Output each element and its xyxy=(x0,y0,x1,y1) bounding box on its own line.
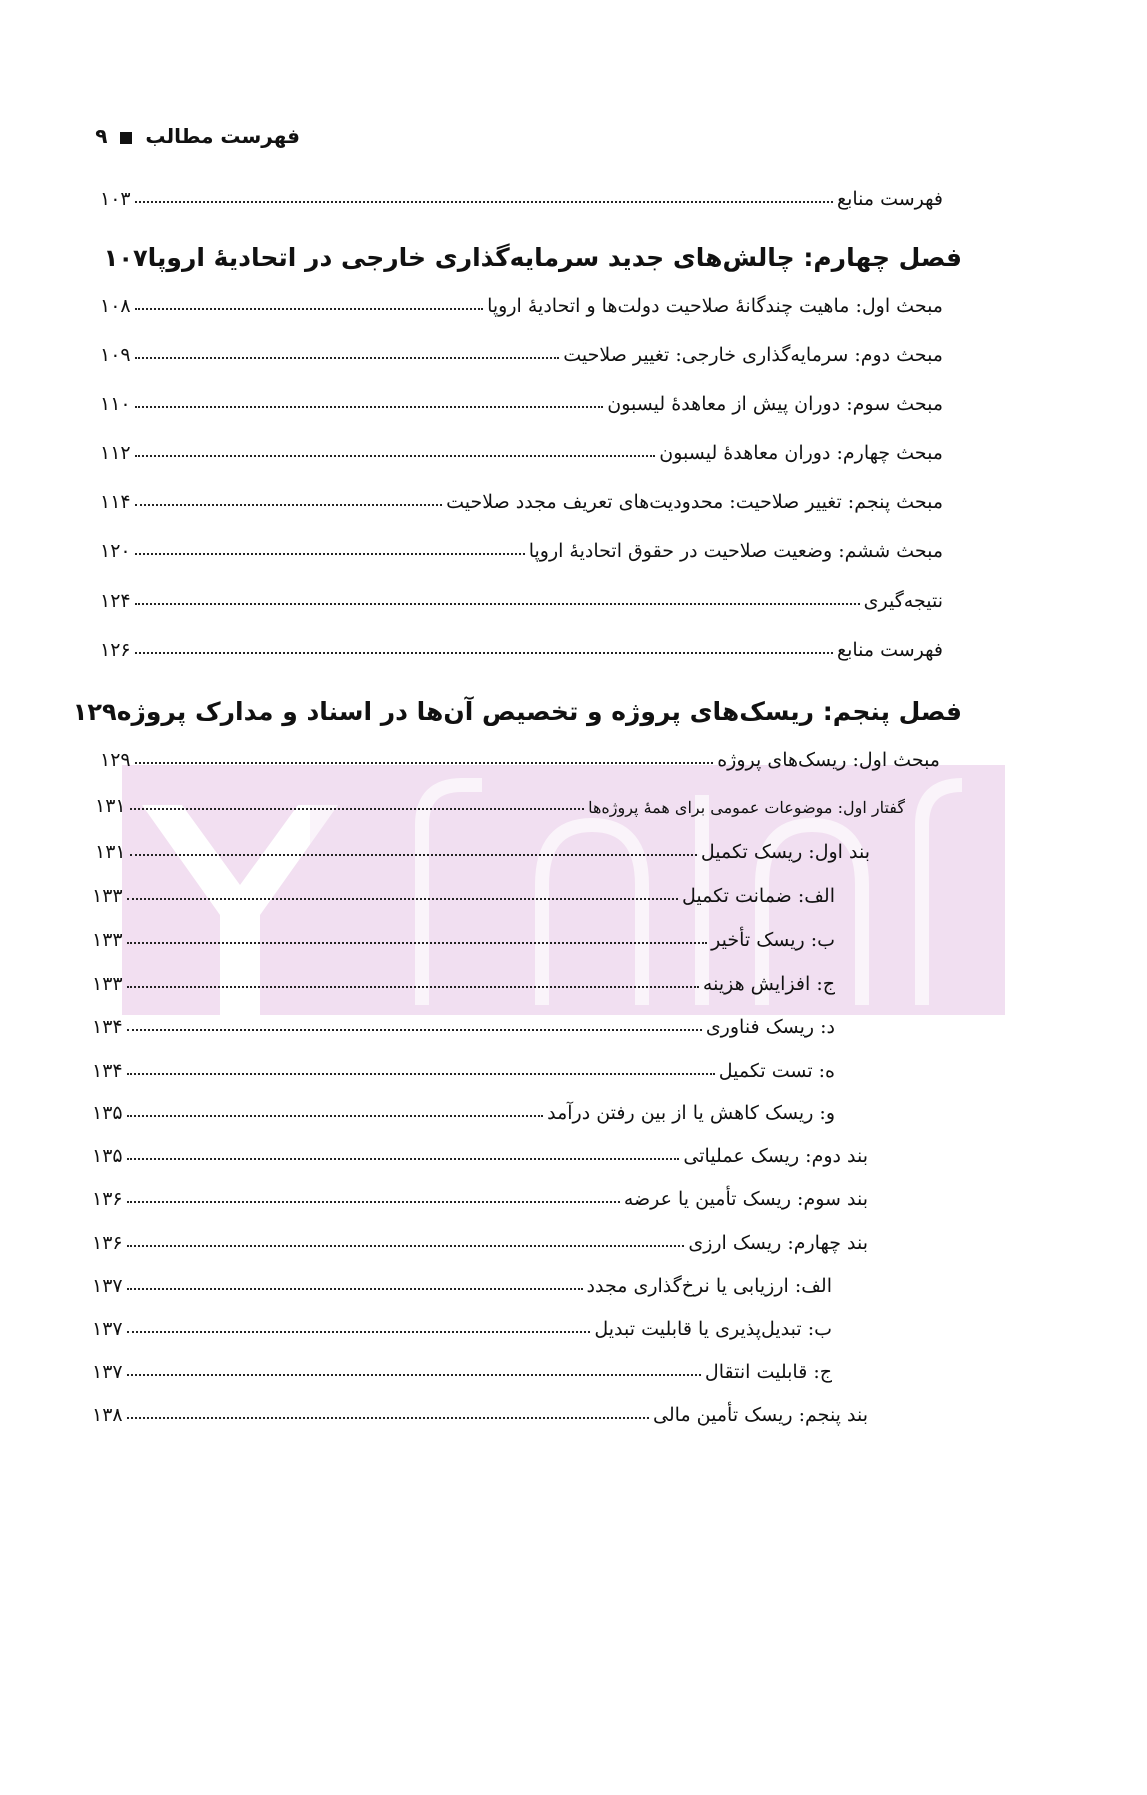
dot-leader xyxy=(127,898,678,900)
chapter-heading[interactable] xyxy=(72,686,962,726)
dot-leader xyxy=(127,986,699,988)
page-number: ۱۳۵ xyxy=(92,1145,123,1167)
toc-entry[interactable] xyxy=(100,578,943,612)
page-number: ۱۱۴ xyxy=(100,491,131,513)
page-number: ۱۲۹ xyxy=(72,698,117,726)
entry-title: الف: ارزیابی یا نرخ‌گذاری مجدد xyxy=(586,1275,832,1297)
entry-title: گفتار اول: موضوعات عمومی برای همهٔ پروژه‌ها xyxy=(588,798,905,817)
toc-entry[interactable] xyxy=(92,1263,832,1297)
entry-title: د: ریسک فناوری xyxy=(705,1016,835,1038)
entry-title: مبحث پنجم: تغییر صلاحیت: محدودیت‌های تعریف مجدد صلاحیت xyxy=(446,491,943,513)
dot-leader xyxy=(127,1029,702,1031)
dot-leader xyxy=(130,808,584,810)
page-number: ۱۰۹ xyxy=(100,344,131,366)
page-number: ۱۳۶ xyxy=(92,1188,123,1210)
toc-entry[interactable] xyxy=(100,283,943,317)
dot-leader xyxy=(127,1201,620,1203)
toc-entry[interactable] xyxy=(92,1090,835,1124)
entry-title: و: ریسک کاهش یا از بین رفتن درآمد xyxy=(547,1102,835,1124)
page-number: ۱۲۰ xyxy=(100,540,131,562)
entry-title: مبحث سوم: دوران پیش از معاهدهٔ لیسبون xyxy=(607,393,943,415)
page-number: ۱۲۴ xyxy=(100,590,131,612)
entry-title: بند سوم: ریسک تأمین یا عرضه xyxy=(623,1188,868,1210)
entry-title: بند پنجم: ریسک تأمین مالی xyxy=(653,1404,868,1426)
entry-title: ب: تبدیل‌پذیری یا قابلیت تبدیل xyxy=(594,1318,832,1340)
entry-title: ه: تست تکمیل xyxy=(718,1060,835,1082)
page-number: ۱۳۴ xyxy=(92,1060,123,1082)
toc-entry[interactable] xyxy=(100,176,943,210)
page-number: ۱۱۲ xyxy=(100,442,131,464)
dot-leader xyxy=(135,201,833,203)
dot-leader xyxy=(127,1374,701,1376)
toc-entry[interactable] xyxy=(92,1176,868,1210)
toc-entry[interactable] xyxy=(92,1392,868,1426)
dot-leader xyxy=(127,1245,685,1247)
entry-title: مبحث دوم: سرمایه‌گذاری خارجی: تغییر صلاحیت xyxy=(563,344,943,366)
entry-title: ج: افزایش هزینه xyxy=(702,973,835,995)
toc-entry[interactable] xyxy=(92,873,835,907)
dot-leader xyxy=(127,1331,591,1333)
dot-leader xyxy=(127,1073,715,1075)
chapter-heading[interactable] xyxy=(100,232,962,272)
page-number: ۱۳۶ xyxy=(92,1232,123,1254)
dot-leader xyxy=(135,603,860,605)
dot-leader xyxy=(135,652,833,654)
entry-title: الف: ضمانت تکمیل xyxy=(682,885,835,907)
page-number: ۱۱۰ xyxy=(100,393,131,415)
toc-entry[interactable] xyxy=(100,430,943,464)
header-page-number: ۹ xyxy=(95,124,108,148)
entry-title: بند اول: ریسک تکمیل xyxy=(700,841,870,863)
page-number: ۱۰۳ xyxy=(100,188,131,210)
dot-leader xyxy=(135,762,714,764)
page-number: ۱۰۷ xyxy=(103,244,148,272)
entry-title: ج: قابلیت انتقال xyxy=(704,1361,832,1383)
dot-leader xyxy=(135,504,442,506)
entry-title: نتیجه‌گیری xyxy=(863,590,943,612)
toc-entry[interactable] xyxy=(100,332,943,366)
header-title: فهرست مطالب xyxy=(145,124,300,148)
toc-entry[interactable] xyxy=(92,1004,835,1038)
chapter-title: فصل پنجم: ریسک‌های پروژه و تخصیص آن‌ها در اسناد و مدارک پروژه xyxy=(116,697,962,726)
entry-title: فهرست منابع xyxy=(836,639,943,661)
entry-title: مبحث اول: ریسک‌های پروژه xyxy=(717,749,940,771)
toc-entry[interactable] xyxy=(92,1306,832,1340)
page-number: ۱۳۵ xyxy=(92,1102,123,1124)
toc-entry[interactable] xyxy=(92,1048,835,1082)
toc-entry[interactable] xyxy=(100,528,943,562)
dot-leader xyxy=(127,1417,649,1419)
entry-title: مبحث اول: ماهیت چندگانهٔ صلاحیت دولت‌ها و اتحادیهٔ اروپا xyxy=(487,295,943,317)
page-number: ۱۳۱ xyxy=(95,841,126,863)
dot-leader xyxy=(127,1158,680,1160)
page-number: ۱۳۴ xyxy=(92,1016,123,1038)
square-bullet-icon xyxy=(120,132,132,144)
page-number: ۱۳۷ xyxy=(92,1275,123,1297)
entry-title: بند چهارم: ریسک ارزی xyxy=(688,1232,868,1254)
dot-leader xyxy=(130,854,697,856)
dot-leader xyxy=(127,1115,543,1117)
entry-title: مبحث چهارم: دوران معاهدهٔ لیسبون xyxy=(659,442,943,464)
page-number: ۱۲۹ xyxy=(100,749,131,771)
dot-leader xyxy=(135,406,604,408)
toc-entry[interactable] xyxy=(92,917,835,951)
entry-title: بند دوم: ریسک عملیاتی xyxy=(683,1145,868,1167)
entry-title: فهرست منابع xyxy=(836,188,943,210)
page-number: ۱۰۸ xyxy=(100,295,131,317)
toc-entry[interactable] xyxy=(100,627,943,661)
page-number: ۱۳۳ xyxy=(92,929,123,951)
entry-title: ب: ریسک تأخیر xyxy=(711,929,835,951)
toc-entry[interactable] xyxy=(92,961,835,995)
chapter-title: فصل چهارم: چالش‌های جدید سرمایه‌گذاری خارجی در اتحادیهٔ اروپا xyxy=(147,243,962,272)
dot-leader xyxy=(135,553,525,555)
page-number: ۱۳۷ xyxy=(92,1361,123,1383)
dot-leader xyxy=(135,357,560,359)
dot-leader xyxy=(127,1288,583,1290)
entry-title: مبحث ششم: وضعیت صلاحیت در حقوق اتحادیهٔ اروپا xyxy=(528,540,943,562)
page-number: ۱۳۱ xyxy=(95,795,126,817)
page-number: ۱۳۳ xyxy=(92,885,123,907)
toc-entry[interactable] xyxy=(92,1349,832,1383)
dot-leader xyxy=(127,942,708,944)
dot-leader xyxy=(135,308,483,310)
page-number: ۱۳۸ xyxy=(92,1404,123,1426)
running-header xyxy=(80,124,300,164)
page-number: ۱۳۳ xyxy=(92,973,123,995)
toc-entry[interactable] xyxy=(100,737,940,771)
toc-entry[interactable] xyxy=(95,829,870,863)
toc-entry[interactable] xyxy=(95,783,905,817)
toc-entry[interactable] xyxy=(92,1220,868,1254)
page-number: ۱۳۷ xyxy=(92,1318,123,1340)
toc-entry[interactable] xyxy=(100,479,943,513)
toc-entry[interactable] xyxy=(100,381,943,415)
toc-entry[interactable] xyxy=(92,1133,868,1167)
page-number: ۱۲۶ xyxy=(100,639,131,661)
dot-leader xyxy=(135,455,656,457)
